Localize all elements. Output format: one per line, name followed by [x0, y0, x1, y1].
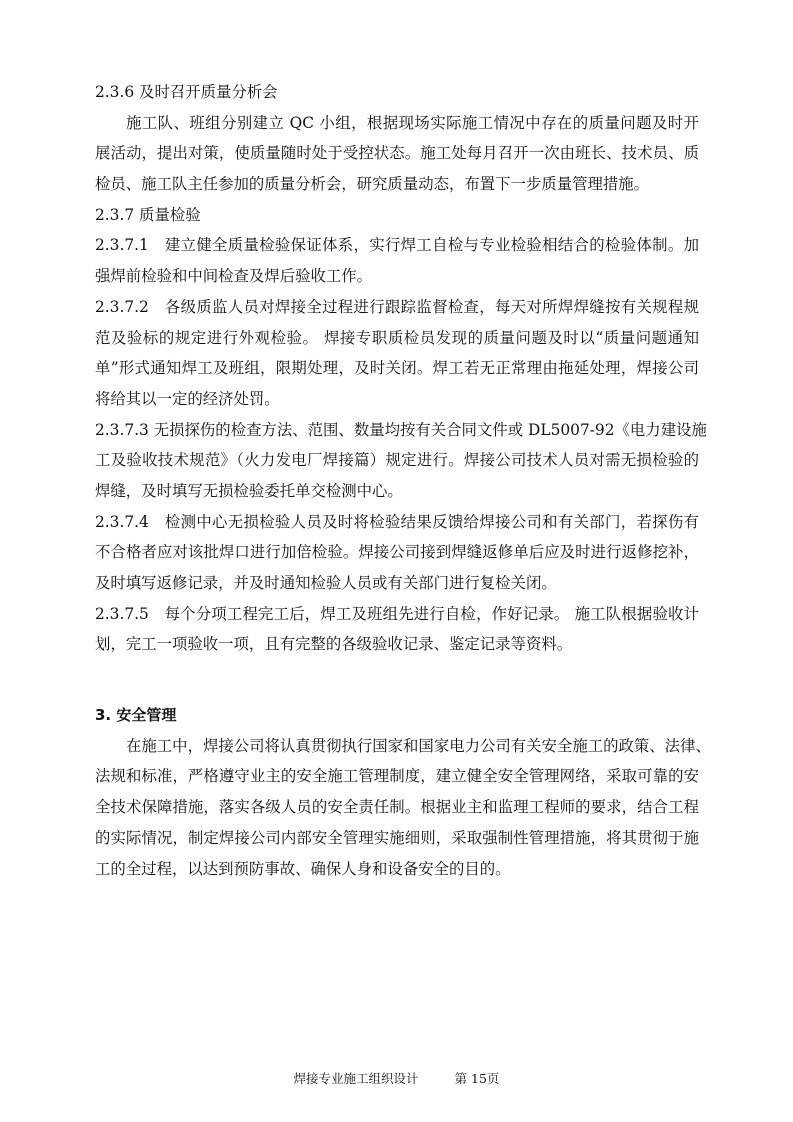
text-line: 2.3.6 及时召开质量分析会 [95, 83, 278, 101]
text-line: 展活动，提出对策，使质量随时处于受控状态。施工处每月召开一次由班长、技术员、质 [95, 144, 699, 163]
text-line: 全技术保障措施，落实各级人员的安全责任制。根据业主和监理工程师的要求，结合工程 [95, 798, 699, 817]
text-line: 2.3.7 质量检验 [95, 205, 201, 224]
text-line: 2.3.7.5 每个分项工程完工后，焊工及班组先进行自检，作好记录。 施工队根据验收计 [95, 604, 699, 623]
paragraph [95, 292, 699, 415]
text-line: 2.3.7.2 各级质监人员对焊接全过程进行跟踪监督检查，每天对所焊焊缝按有关规程规 [95, 297, 699, 316]
section-heading [95, 77, 699, 108]
paragraph [95, 507, 699, 599]
section-heading [95, 200, 699, 231]
text-line: 的实际情况，制定焊接公司内部安全管理实施细则，采取强制性管理措施，将其贯彻于施 [95, 828, 699, 847]
footer-title: 焊接专业施工组织设计 [293, 1071, 419, 1086]
text-line: 工及验收技术规范》（火力发电厂焊接篇）规定进行。焊接公司技术人员对需无损检验的 [95, 451, 699, 470]
text-line: 3. 安全管理 [95, 706, 177, 725]
text-line: 不合格者应对该批焊口进行加倍检验。焊接公司接到焊缝返修单后应及时进行返修挖补， [95, 543, 699, 562]
text-line: 2.3.7.3 无损探伤的检查方法、范围、数量均按有关合同文件或 DL5007-92《电力建设施 [95, 420, 707, 439]
text-line: 单”形式通知焊工及班组，限期处理，及时关闭。焊工若无正常理由拖延处理，焊接公司 [95, 359, 699, 378]
section-heading [95, 700, 699, 731]
text-line: 2.3.7.1 建立健全质量检验保证体系，实行焊工自检与专业检验相结合的检验体制。加 [95, 236, 699, 255]
paragraph [95, 731, 711, 884]
text-line: 在施工中，焊接公司将认真贯彻执行国家和国家电力公司有关安全施工的政策、法律、 [126, 736, 711, 755]
paragraph [95, 108, 699, 200]
text-line: 范及验标的规定进行外观检验。 焊接专职质检员发现的质量问题及时以“质量问题通知 [95, 328, 699, 347]
text-line: 强焊前检验和中间检查及焊后验收工作。 [95, 267, 373, 286]
text-line: 检员、施工队主任参加的质量分析会，研究质量动态，布置下一步质量管理措施。 [95, 175, 650, 194]
text-line: 划，完工一项验收一项，且有完整的各级验收记录、鉴定记录等资料。 [95, 635, 573, 654]
paragraph [95, 415, 707, 507]
text-line: 及时填写返修记录，并及时通知检验人员或有关部门进行复检关闭。 [95, 574, 557, 592]
section-spacer [95, 660, 699, 700]
text-line: 2.3.7.4 检测中心无损检验人员及时将检验结果反馈给焊接公司和有关部门，若探伤有 [95, 512, 699, 531]
page-footer [0, 1069, 793, 1087]
text-line: 工的全过程，以达到预防事故、确保人身和设备安全的目的。 [95, 859, 511, 878]
text-line: 焊缝，及时填写无损检验委托单交检测中心。 [95, 481, 403, 500]
page-number: 第 15页 [454, 1071, 500, 1086]
text-line: 将给其以一定的经济处罚。 [95, 389, 280, 408]
paragraph [95, 230, 699, 291]
text-line: 施工队、班组分别建立 QC 小组，根据现场实际施工情况中存在的质量问题及时开 [126, 113, 699, 132]
paragraph [95, 599, 699, 660]
text-line: 法规和标准，严格遵守业主的安全施工管理制度，建立健全安全管理网络，采取可靠的安 [95, 767, 699, 786]
document-body [95, 77, 711, 884]
